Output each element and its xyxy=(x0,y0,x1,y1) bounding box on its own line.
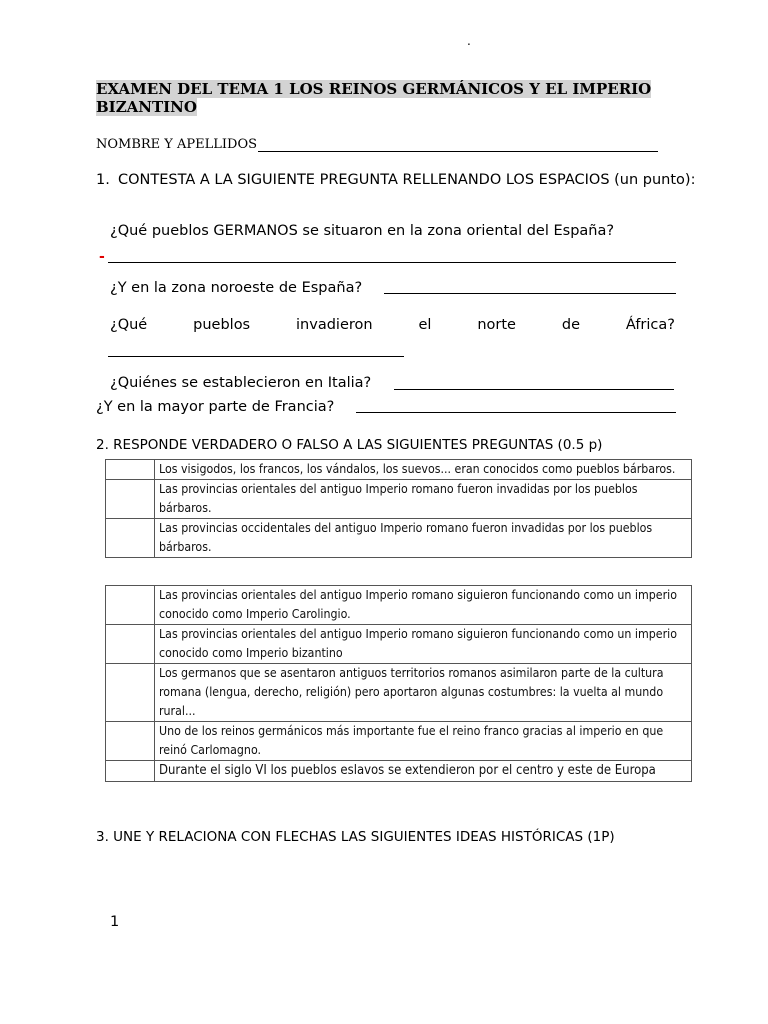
answer-line-4 xyxy=(394,389,674,390)
answer-cell[interactable] xyxy=(106,460,155,480)
question-3-word: ¿Qué xyxy=(110,317,148,333)
true-false-table-a xyxy=(105,459,692,558)
name-blank-line xyxy=(258,137,658,152)
statement-cell: Las provincias orientales del antiguo Imperio romano siguieron funcionando como un imperio conocido como Imperio bizantino xyxy=(155,625,692,664)
question-3-word: norte xyxy=(477,317,516,333)
table-row xyxy=(106,722,692,761)
question-3-word: pueblos xyxy=(193,317,251,333)
table-row xyxy=(106,460,692,480)
section-1-heading xyxy=(96,172,696,189)
statement-cell: Las provincias orientales del antiguo Imperio romano siguieron funcionando como un imperio conocido como Imperio Carolingio. xyxy=(155,586,692,625)
question-2: ¿Y en la zona noroeste de España? xyxy=(110,280,363,296)
answer-line-1 xyxy=(108,262,676,263)
statement-cell: Los visigodos, los francos, los vándalos, los suevos... eran conocidos como pueblos bárbaros. xyxy=(155,460,692,480)
statement-cell: Las provincias orientales del antiguo Imperio romano fueron invadidas por los pueblos bárbaros. xyxy=(155,480,692,519)
section-2-heading: 2. RESPONDE VERDADERO O FALSO A LAS SIGUIENTES PREGUNTAS (0.5 p) xyxy=(96,437,603,453)
statement-cell: Durante el siglo VI los pueblos eslavos se extendieron por el centro y este de Europa xyxy=(155,761,692,782)
answer-cell[interactable] xyxy=(106,480,155,519)
true-false-table-b xyxy=(105,585,692,782)
question-3-word: de xyxy=(561,317,581,333)
question-3-word: invadieron xyxy=(296,317,373,333)
answer-line-5 xyxy=(356,412,676,413)
red-mark: - xyxy=(99,249,105,265)
exam-title-text: EXAMEN DEL TEMA 1 LOS REINOS GERMÁNICOS Y EL IMPERIO BIZANTINO xyxy=(96,80,652,116)
statement-cell: Uno de los reinos germánicos más importante fue el reino franco gracias al imperio en que reinó Carlomagno. xyxy=(155,722,692,761)
answer-line-2 xyxy=(384,293,676,294)
statement-cell: Las provincias occidentales del antiguo Imperio romano fueron invadidas por los pueblos bárbaros. xyxy=(155,519,692,558)
question-3-word: el xyxy=(418,317,432,333)
table-row xyxy=(106,586,692,625)
answer-cell[interactable] xyxy=(106,625,155,664)
question-3 xyxy=(110,317,675,333)
question-4: ¿Quiénes se establecieron en Italia? xyxy=(110,375,372,391)
table-row xyxy=(106,761,692,782)
table-row xyxy=(106,519,692,558)
name-field xyxy=(96,137,658,152)
answer-cell[interactable] xyxy=(106,722,155,761)
question-5: ¿Y en la mayor parte de Francia? xyxy=(96,399,335,415)
exam-title xyxy=(96,80,656,116)
header-dot: . xyxy=(467,34,471,48)
statement-cell: Los germanos que se asentaron antiguos territorios romanos asimilaron parte de la cultura romana (lengua, derecho, religión) pero aportaron algunas costumbres: la vuelta al mundo rural... xyxy=(155,664,692,722)
table-row xyxy=(106,664,692,722)
answer-line-3 xyxy=(108,356,404,357)
page-number: 1 xyxy=(110,914,120,930)
answer-cell[interactable] xyxy=(106,586,155,625)
answer-cell[interactable] xyxy=(106,761,155,782)
answer-cell[interactable] xyxy=(106,664,155,722)
section-1-number: 1. xyxy=(96,172,110,188)
section-1-text: CONTESTA A LA SIGUIENTE PREGUNTA RELLENANDO LOS ESPACIOS (un punto): xyxy=(118,172,696,188)
table-row xyxy=(106,480,692,519)
section-3-heading: 3. UNE Y RELACIONA CON FLECHAS LAS SIGUIENTES IDEAS HISTÓRICAS (1P) xyxy=(96,829,615,845)
table-row xyxy=(106,625,692,664)
answer-cell[interactable] xyxy=(106,519,155,558)
name-label: NOMBRE Y APELLIDOS xyxy=(96,137,258,152)
question-1: ¿Qué pueblos GERMANOS se situaron en la zona oriental del España? xyxy=(110,223,615,239)
question-3-word: África? xyxy=(625,317,675,333)
